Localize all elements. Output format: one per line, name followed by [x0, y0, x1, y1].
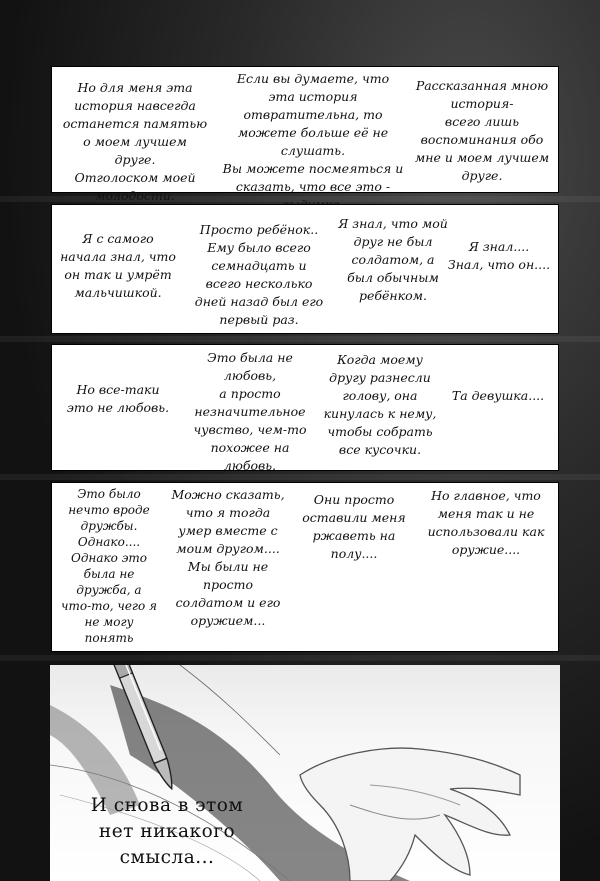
panel-2-text-1: Я с самого начала знал, что он так и умрёт мальчишкой. [60, 231, 176, 300]
text-panel-3 [52, 345, 558, 473]
panel-2-text-2: Просто ребёнок.. Ему было всего семнадцать и всего несколько дней назад был его первый раз. [194, 222, 324, 327]
panel-3-text-4: Та девушка.... [451, 388, 545, 403]
panel-3-text-3: Когда моему другу разнесли голову, она кинулась к нему, чтобы собрать все кусочки. [323, 352, 437, 457]
text-panel-1 [52, 67, 558, 203]
panel-1-text-1: Но для меня эта история навсегда останется памятью о моем лучшем друге. Отголоском моей молодости. [62, 80, 208, 203]
caption-text: И снова в этом нет никакого смысла... [90, 795, 244, 868]
background-streak [0, 336, 600, 342]
panel-4-text-3: Они просто оставили меня ржаветь на полу.... [302, 492, 406, 561]
panel-3-text-2: Это была не любовь, а просто незначительное чувство, чем-то похожее на любовь. [193, 350, 307, 473]
background-streak [0, 655, 600, 661]
panel-4-text-4: Но главное, что меня так и не использовали как оружие.... [427, 488, 545, 557]
panel-4-text-1: Это было нечто вроде дружбы. Однако.... Однако это была не дружба, а что-то, чего я не могу понять [61, 487, 157, 645]
illustration-panel [50, 665, 560, 881]
panel-4-text-2: Можно сказать, что я тогда умер вместе с моим другом.... Мы были не просто солдатом и его оружием... [171, 487, 285, 628]
panel-3-text-1: Но все-таки это не любовь. [66, 382, 170, 415]
text-panel-4 [52, 483, 558, 651]
text-panel-2 [52, 205, 558, 333]
panel-2-text-4: Я знал.... Знал, что он.... [447, 239, 551, 272]
panel-1-text-2: Если вы думаете, что эта история отвратительна, то можете больше её не слушать. Вы можете посмеяться и сказать, что все это - [222, 71, 404, 194]
panel-2-text-3: Я знал, что мой друг не был солдатом, а был обычным ребёнком. [338, 216, 448, 303]
panel-1-text-3: Рассказанная мною история- всего лишь воспоминания обо мне и моем лучшем друге. [414, 78, 550, 183]
